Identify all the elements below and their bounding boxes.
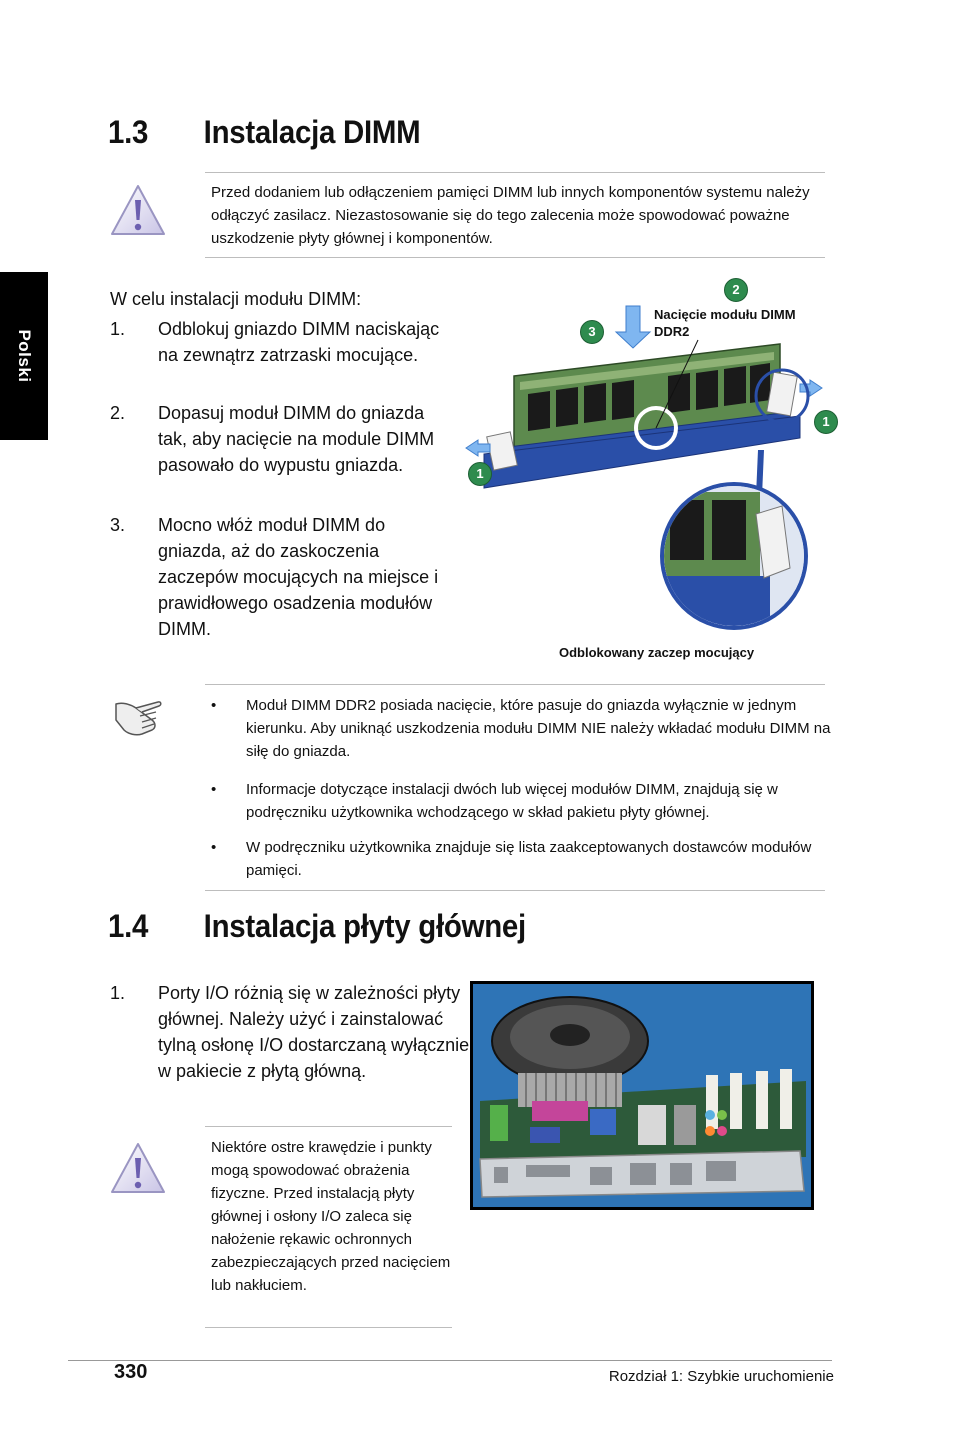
note-hand-icon [112, 690, 164, 745]
language-tab [0, 272, 48, 440]
dimm-step-text: Dopasuj moduł DIMM do gniazda tak, aby nacięcie na module DIMM pasowało do wypustu gniazda. [158, 403, 435, 475]
dimm-intro: W celu instalacji modułu DIMM: [110, 289, 362, 309]
warning-icon [108, 1140, 168, 1203]
board-step-text: Porty I/O różnią się w zależności płyty głównej. Należy użyć i zainstalować tylną osłonę I/O dostarczaną wyłącznie w pakiecie z płytą główną. [158, 983, 470, 1081]
note-top-rule [205, 684, 825, 685]
note-bullet-text: W podręczniku użytkownika znajduje się lista zaakceptowanych dostawców modułów pamięci. [246, 839, 812, 879]
language-tab-label: Polski [15, 329, 34, 383]
section-board-number: 1.4 [108, 908, 149, 944]
bullet-mark: • [211, 697, 217, 714]
section-board-title: Instalacja płyty głównej [203, 908, 526, 944]
section-board-heading [108, 908, 526, 945]
page-number: 330 [114, 1361, 148, 1383]
dimm-step-number: 3. [110, 515, 126, 535]
dimm-step-text: Mocno włóż moduł DIMM do gniazda, aż do zaskoczenia zaczepów mocujących na miejsce i prawidłowego osadzenia modułów DIMM. [158, 515, 439, 639]
dimm-step-text: Odblokuj gniazdo DIMM naciskając na zewnątrz zatrzaski mocujące. [158, 319, 440, 365]
note-bullet-text: Moduł DIMM DDR2 posiada nacięcie, które pasuje do gniazda wyłącznie w jednym kierunku. Aby uniknąć uszkodzenia modułu DIMM NIE należy wkładać modułu DIMM na siłę do gniazda. [246, 697, 831, 760]
board-steps [110, 980, 470, 1110]
figure-caption: Odblokowany zaczep mocujący [559, 645, 755, 660]
motherboard-photo [470, 981, 814, 1210]
motherboard-io-image [470, 981, 814, 1210]
dimm-install-figure [460, 278, 840, 660]
note-bullet-text: Informacje dotyczące instalacji dwóch lub więcej modułów DIMM, znajdują się w podręczniku użytkownika wchodzącego w skład pakietu płyty głównej. [246, 781, 778, 821]
board-step-number: 1. [110, 983, 126, 1003]
dimm-step-number: 1. [110, 319, 126, 339]
board-warning-text: Niektóre ostre krawędzie i punkty mogą spowodować obrażenia fizyczne. Przed instalacją płyty głównej i osłony I/O zaleca się nałożenie rękawic ochronnych zabezpieczających przed nacięciem lub nakłuciem. [211, 1139, 451, 1294]
warning2-bottom-rule [205, 1327, 452, 1328]
dimm-warning-text: Przed dodaniem lub odłączeniem pamięci DIMM lub innych komponentów systemu należy odłączyć zasilacz. Niezastosowanie się do tego zalecenia może spowodować poważne uszkodzenie płyty głównej i komponentów. [211, 184, 810, 247]
footer-rule [68, 1360, 832, 1361]
warning-icon [108, 182, 168, 245]
bullet-mark: • [211, 839, 217, 856]
footer-chapter: Rozdział 1: Szybkie uruchomienie [608, 1368, 834, 1385]
note-bottom-rule [205, 890, 825, 891]
notch-label: Nacięcie modułu DIMM DDR2 [654, 307, 796, 339]
warning-bottom-rule [205, 257, 825, 258]
section-dimm-number: 1.3 [108, 114, 149, 150]
figure-step-badge: 1 [814, 410, 838, 434]
figure-step-badge: 3 [580, 320, 604, 344]
dimm-notes [205, 694, 835, 884]
figure-step-badge: 2 [724, 278, 748, 302]
figure-step-badge: 1 [468, 462, 492, 486]
dimm-steps [110, 316, 470, 646]
section-dimm-heading [108, 114, 420, 151]
bullet-mark: • [211, 781, 217, 798]
dimm-step-number: 2. [110, 403, 126, 423]
section-dimm-title: Instalacja DIMM [203, 114, 421, 150]
warning-top-rule [205, 172, 825, 173]
warning2-top-rule [205, 1126, 452, 1127]
